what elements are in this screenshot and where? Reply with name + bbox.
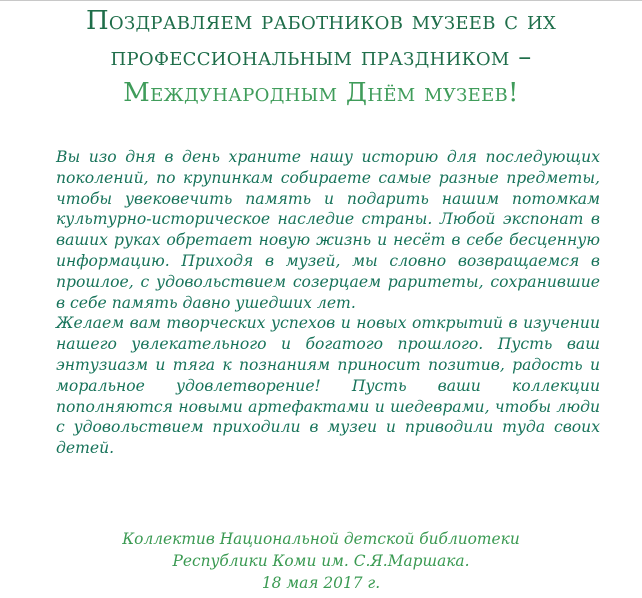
greeting-body — [56, 147, 600, 459]
greeting-heading — [0, 3, 642, 111]
body-paragraph-1: Вы изо дня в день храните нашу историю для последующих поколений, по крупинкам собираете самые разные предметы, чтобы увековечить память и подарить нашим потомкам культурно-историческое наследие страны. Любой экспонат в ваших руках обретает новую жизнь и несёт в себе бесценную информацию. Приходя в музей, мы словно возвращаемся в прошлое, с удовольствием созерцаем раритеты, сохранившие в себе память давно ушедших лет. — [56, 148, 600, 312]
body-paragraph-2: Желаем вам творческих успехов и новых открытий в изучении нашего увлекательного и богатого прошлого. Пусть ваш энтузиазм и тяга к познаниям приносит позитив, радость и моральное удовлетворение! Пусть ваши коллекции пополняются новыми артефактами и шедеврами, чтобы люди с удовольствием приходили в музеи и приводили туда своих детей. — [56, 314, 600, 458]
signature-line-2: Республики Коми им. С.Я.Маршака. — [172, 552, 470, 570]
heading-line-3: Международным Днём музеев! — [123, 78, 519, 108]
signature-date: 18 мая 2017 г. — [261, 574, 381, 592]
heading-line-2: профессиональным праздником – — [110, 42, 532, 72]
signature-line-1: Коллектив Национальной детской библиотеки — [122, 530, 520, 548]
heading-line-1: Поздравляем работников музеев с их — [85, 6, 557, 36]
